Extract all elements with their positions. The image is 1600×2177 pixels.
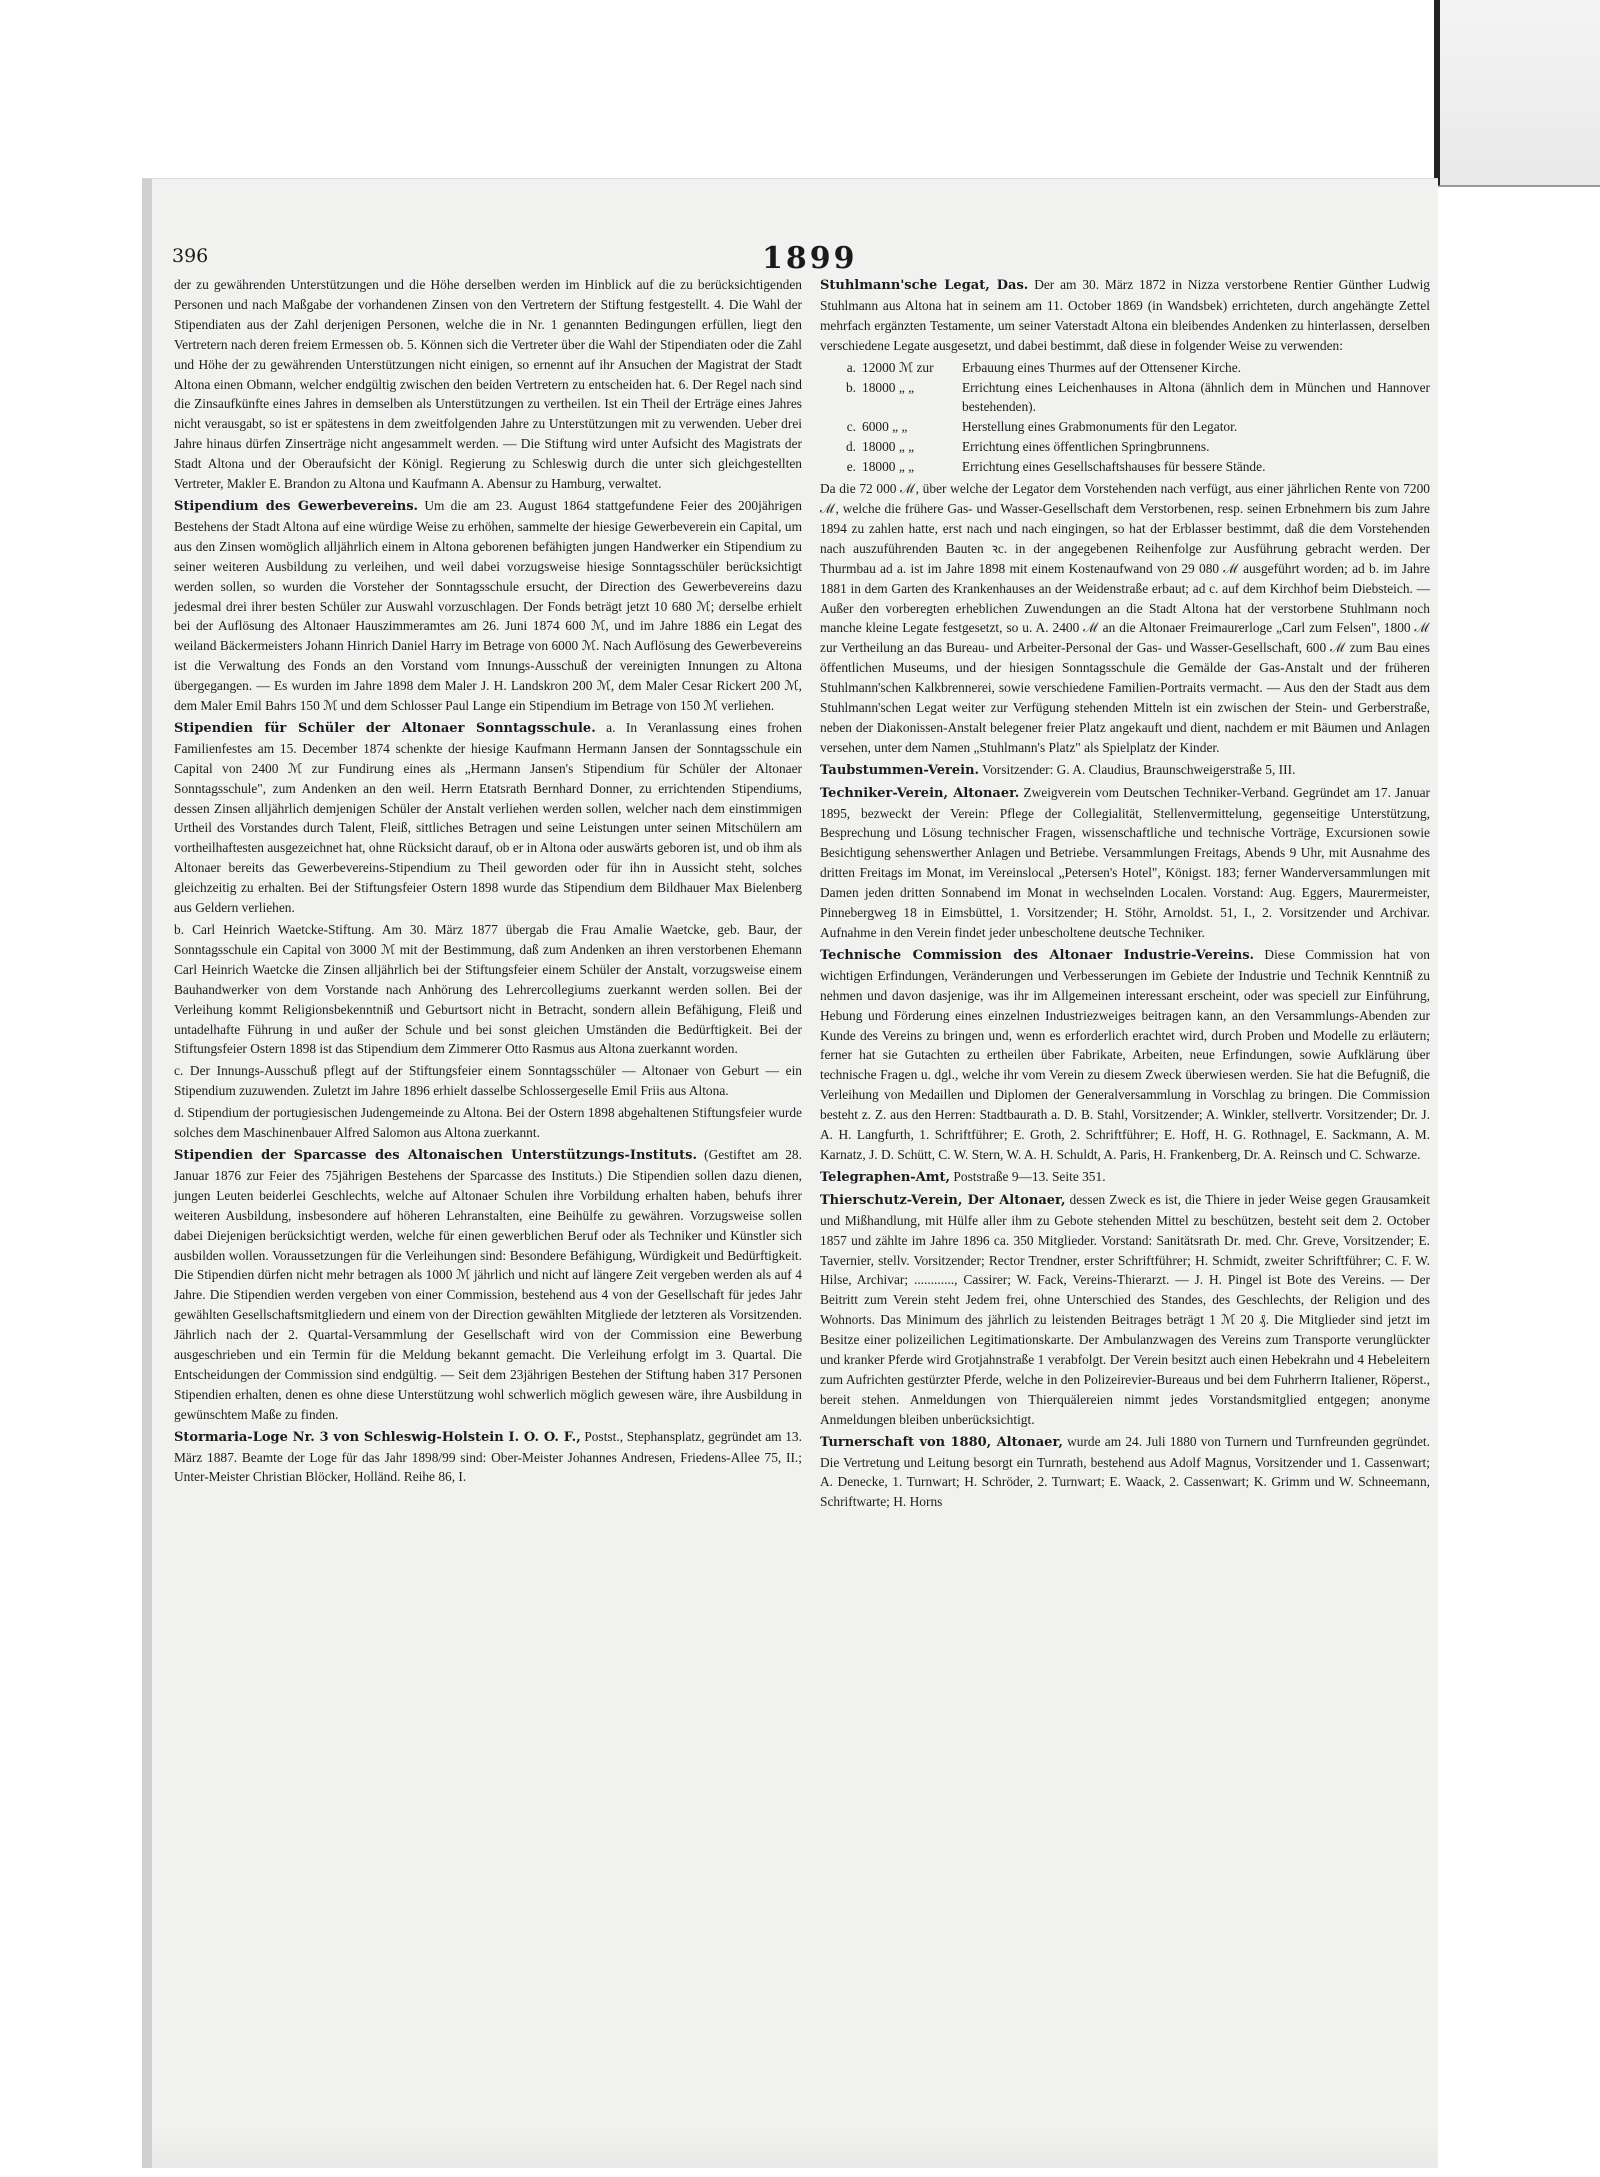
entry-text: Um die am 23. August 1864 stattgefundene Feier des 200jährigen Bestehens der Stadt Altona auf eine würdige Weise zu erhöhen, sammelte der hiesige Gewerbeverein ein Capital, um aus den Zinsen womöglich alljährlich einem in Altona geborenen befähigten jungen Handwerker ein Stipendium zu seiner weiteren Ausbildung zu verleihen, und weil dabei vorzugsweise hiesige Sonntagsschüler berücksichtigt werden sollen, so wurden die Vorsteher der Sonntagsschule ersucht, der Direction des Gewerbevereins dazu jedesmal drei ihrer besten Schüler zur Auswahl vorzuschlagen. Der Fonds beträgt jetzt 10 680 ℳ; derselbe erhielt bei der Auflösung des Altonaer Hauszimmeramtes am 26. Juni 1874 600 ℳ, und im Jahre 1886 ein Legat des weiland Bäckermeisters Johann Hinrich Daniel Harry im Betrage von 6000 ℳ. Nach Auflösung des Gewerbevereins ist die Verwaltung des Fonds an den Vorstand vom Innungs-Ausschuß der vereinigten Innungen zu Altona übergegangen. — Es wurden im Jahre 1898 dem Maler J. H. Landskron 200 ℳ, dem Maler Cesar Rickert 200 ℳ, dem Maler Emil Bahrs 150 ℳ und dem Schlosser Paul Lange ein Stipendium im Betrage von 150 ℳ verliehen. bbox=[174, 497, 802, 714]
entry-title: Taubstummen-Verein. bbox=[820, 762, 980, 778]
left-column bbox=[174, 275, 802, 1489]
paragraph-stiftung-continued: der zu gewährenden Unterstützungen und die Höhe derselben werden im Hinblick auf die zu berücksichtigenden Personen und nach Maßgabe der vorhandenen Zinsen von den Vertretern der Stiftung festgestellt. 4. Die Wahl der Stipendiaten aus der Zahl derjenigen Personen, welche die in Nr. 1 genannten Bedingungen erfüllen, liegt den Vertretern nach deren freiem Ermessen ob. 5. Können sich die Vertreter über die Wahl der Stipendiaten oder die Zahl und Höhe der zu gewährenden Unterstützungen nicht einigen, so ernennt auf ihr Ansuchen der Magistrat der Stadt Altona einen Obmann, welcher endgültig zwischen den beiden Vertretern zu entscheiden hat. 6. Der Regel nach sind die Zinsaufkünfte eines Jahres in demselben als Unterstützungen zu vertheilen. Ist ein Theil der Erträge eines Jahres nicht verausgabt, so ist er spätestens in dem zweitfolgenden Jahre zu Unterstützungen mit zu verwenden. Ueber drei Jahre hinaus dürfen Zinserträge nicht angesammelt werden. — Die Stiftung wird unter Aufsicht des Magistrats der Stadt Altona und der Oberaufsicht der Königl. Regierung zu Schleswig durch die unter sich gleichgestellten Vertreter, Makler E. Brandon zu Altona und Kaufmann A. Abensur zu Hamburg, verwaltet. bbox=[174, 277, 802, 492]
legacy-text: Errichtung eines öffentlichen Springbrunnens. bbox=[962, 439, 1210, 455]
entry-title: Technische Commission des Altonaer Industrie-Vereins. bbox=[820, 947, 1255, 963]
entry-waetcke: b. Carl Heinrich Waetcke-Stiftung. Am 30. März 1877 übergab die Frau Amalie Waetcke, geb. Baur, der Sonntagsschule ein Capital von 3000 ℳ mit der Bestimmung, daß zum Andenken an ihren verstorbenen Ehemann Carl Heinrich Waetcke die Zinsen alljährlich bei der Stiftungsfeier einem Schüler der Anstalt, vorzugsweise einem Bauhandwerker von dem Vorstande nach Anhörung des Lehrercollegiums zuerkannt werden sollen. Bei der Verleihung kommt Religionsbekenntniß und Geburtsort nicht in Betracht, sondern allein Befähigung, Fleiß und untadelhafte Führung in und außer der Schule und bei sonst gleichen Umständen die Bedürftigkeit. Bei der Stiftungsfeier Ostern 1898 ist das Stipendium dem Zimmerer Otto Rasmus aus Altona zuerkannt worden. bbox=[174, 922, 802, 1057]
legacy-list bbox=[820, 358, 1430, 477]
entry-sonntagsschule bbox=[174, 718, 802, 918]
entry-title: Turnerschaft von 1880, Altonaer, bbox=[820, 1434, 1063, 1450]
entry-judengemeinde: d. Stipendium der portugiesischen Judengemeinde zu Altona. Bei der Ostern 1898 abgehaltenen Stiftungsfeier wurde solches dem Maschinenbauer Alfred Salomon aus Altona zuerkannt. bbox=[174, 1105, 802, 1141]
entry-title: Thierschutz-Verein, Der Altonaer, bbox=[820, 1192, 1066, 1208]
entry-stuhlmann bbox=[820, 275, 1430, 356]
book-page bbox=[142, 178, 1438, 2168]
entry-text: a. In Veranlassung eines frohen Familienfestes am 15. December 1874 schenkte der hiesige Kaufmann Hermann Jansen der Sonntagsschule ein Capital von 2400 ℳ zur Fundirung eines als „Hermann Jansen's Stipendium für Schüler der Altonaer Sonntagsschule", zum Andenken an den weil. Herrn Etatsrath Bernhard Donner, zu errichtenden Stipendiums, dessen Zinsen alljährlich demjenigen Schüler der Anstalt verliehen werden sollen, welcher nach dem einstimmigen Urtheil des Vorstandes durch Talent, Fleiß, sittliches Betragen und seine Leistungen unter seinen Mitschülern am vortheilhaftesten ausgezeichnet hat, ohne Rücksicht darauf, ob er in Altona oder auswärts geboren ist, und ob ihm als Altonaer bereits das Gewerbevereins-Stipendium zu Theil geworden oder für ihn in Aussicht steht, solches gleichzeitig zu erhalten. Bei der Stiftungsfeier Ostern 1898 wurde das Stipendium dem Bildhauer Max Bielenberg aus Geldern verliehen. bbox=[174, 719, 802, 916]
legacy-key: c. bbox=[846, 419, 856, 435]
entry-thierschutz bbox=[820, 1190, 1430, 1430]
legacy-key: e. bbox=[846, 459, 856, 475]
entry-text: Vorsitzender: G. A. Claudius, Braunschweigerstraße 5, III. bbox=[982, 761, 1296, 777]
page-bottom-shade bbox=[152, 2128, 1438, 2168]
entry-sparcasse bbox=[174, 1145, 802, 1425]
legacy-amount: 6000 „ „ bbox=[862, 419, 908, 435]
entry-title: Stipendium des Gewerbevereins. bbox=[174, 498, 419, 514]
entry-text: Postst., Stephansplatz, gegründet am 13. März 1887. Beamte der Loge für das Jahr 1898/99 sind: Ober-Meister Johannes Andresen, Friedens-Allee 75, II.; Unter-Meister Christian Blöcker, Holländ. Reihe 86, I. bbox=[174, 1428, 802, 1485]
entry-text: (Gestiftet am 28. Januar 1876 zur Feier des 75jährigen Bestehens der Sparcasse des Instituts.) Die Stipendien sollen dazu dienen, jungen Leuten beiderlei Geschlechts, welche auf Altonaer Schulen ihre Vorbildung erhalten haben, behufs ihrer weiteren Ausbildung, insbesondere auf höheren Lehranstalten, eine Beihülfe zu gewähren. Vorzugsweise sollen dabei Diejenigen berücksichtigt werden, welche für einen gewerblichen Beruf oder als Techniker und Künstler sich ausbilden wollen. Voraussetzungen für die Verleihungen sind: Besondere Befähigung, Würdigkeit und Bedürftigkeit. Die Stipendien dürfen nicht mehr betragen als 1000 ℳ jährlich und nicht auf längere Zeit vergeben werden als auf 4 Jahre. Die Stipendien werden vergeben von einer Commission, bestehend aus 4 von der Gesellschaft für jedes Jahr gewählten Gesellschaftsmitgliedern und einem von der Direction gewählten Mitgliede der letzteren als Vorsitzenden. Jährlich nach der 2. Quartal-Versammlung der Gesellschaft wird von der Commission eine Bewerbung ausgeschrieben und ein Termin für die Meldung bekannt gemacht. Die Verleihung erfolgt im 3. Quartal. Die Entscheidungen der Commission sind endgültig. — Seit dem 23jährigen Bestehen der Stiftung haben 317 Personen Stipendien erhalten, denen es ohne diese Unterstützung wohl schwerlich möglich gewesen wäre, ihre Ausbildung in gewünschtem Maße zu finden. bbox=[174, 1146, 802, 1422]
entry-techniker bbox=[820, 783, 1430, 943]
legacy-text: Errichtung eines Leichenhauses in Altona (ähnlich dem in München und Hannover bestehenden). bbox=[962, 379, 1430, 415]
entry-title: Techniker-Verein, Altonaer. bbox=[820, 785, 1020, 801]
entry-text: dessen Zweck es ist, die Thiere in jeder Weise gegen Grausamkeit und Mißhandlung, mit Hülfe aller ihm zu Gebote stehenden Mittel zu beschützen, besteht seit dem 2. October 1857 und zählte im Jahre 1896 ca. 350 Mitglieder. Vorstand: Sanitätsrath Dr. med. Chr. Greve, Vorsitzender; E. Tavernier, stellv. Vorsitzender; Rector Trendner, erster Schriftführer; H. Schmidt, zweiter Schriftführer; C. F. W. Hilse, Archivar; ............, Cassirer; W. Fack, Vereins-Thierarzt. — J. H. Pingel ist Bote des Vereins. — Der Beitritt zum Verein steht Jedem frei, ohne Unterschied des Standes, des Geschlechts, der Religion und des Wohnorts. Das Minimum des jährlich zu leistenden Beitrages beträgt 1 ℳ 20 ₰. Die Mitglieder sind jetzt im Besitze einer polizeilichen Legitimationskarte. Der Ambulanzwagen des Vereins zum Transporte verunglückter und kranker Pferde wird Grotjahnstraße 1 verabfolgt. Der Verein besitzt auch einen Hebekrahn und 4 Hebeleitern zum Aufrichten gestürzter Pferde, welche in den Polizeirevier-Bureaus und bei dem Fuhrherrn Italiener, Röperst., bereit stehen. Anmeldungen von Thierquälereien nimmt jedes Vorstandsmitglied entgegen; anonyme Anmeldungen bleiben unberücksichtigt. bbox=[820, 1191, 1430, 1427]
entry-text: Diese Commission hat von wichtigen Erfindungen, Veränderungen und Verbesserungen im Gebiete der Industrie und Technik Kenntniß zu nehmen und davon dasjenige, was ihr im Allgemeinen interessant erscheint, oder was speciell zur Einführung, Hebung und Förderung eines einzelnen Industriezweiges beitragen kann, an den Versammlungs-Abenden zur Kunde des Vereins zu bringen und, wenn es erforderlich erachtet wird, durch Proben und Modelle zu erläutern; ferner hat sie Gutachten zu ertheilen über Fabrikate, Arbeiten, neue Erfindungen, sowie Aufklärung über technische Fragen u. dgl., welche ihr vom Verein zu diesem Zweck überwiesen werden. Sie hat die Befugniß, die Verleihung von Medaillen und Diplomen der Generalversammlung in Vorschlag zu bringen. Die Commission besteht z. Z. aus den Herren: Stadtbaurath a. D. B. Stahl, Vorsitzender; A. Winkler, stellvertr. Vorsitzender; Dr. J. A. H. Langfurth, 1. Schriftführer; E. Groth, 2. Schriftführer; E. Hoff, H. G. Rothnagel, E. Sackmann, A. M. Karnatz, J. D. Schütt, C. W. Stern, W. A. H. Schuldt, A. Paris, H. Frankenberg, Dr. A. Reinsch und C. Schwarze. bbox=[820, 946, 1430, 1162]
legacy-text: Errichtung eines Gesellschaftshauses für bessere Stände. bbox=[962, 459, 1266, 475]
entry-stuhlmann-continued: Da die 72 000 ℳ, über welche der Legator dem Vorstehenden nach verfügt, aus einer jährlichen Rente von 7200 ℳ, welche die frühere Gas- und Wasser-Gesellschaft dem Verstorbenen, resp. seinen Erbnehmern bis zum Jahre 1894 zu zahlen hatte, erst nach und nach eingingen, so hat der Erblasser bestimmt, daß die dem Vorstehenden nach auszuführenden Bauten ꝛc. in der angegebenen Reihenfolge zur Ausführung gebracht werden. Der Thurmbau ad a. ist im Jahre 1898 mit einem Kostenaufwand von 29 080 ℳ ausgeführt worden; ad b. im Jahre 1881 in dem Garten des Krankenhauses an der Weidenstraße erbaut; ad c. auf dem Kirchhof beim Diebsteich. — Außer den vorberegten erheblichen Zuwendungen an die Stadt Altona hat der verstorbene Stuhlmann noch manche kleine Legate festgesetzt, so u. A. 2400 ℳ an die Altonaer Freimaurerloge „Carl zum Felsen", 1800 ℳ zur Vertheilung an das Bureau- und Arbeiter-Personal der Gas- und Wasser-Gesellschaft, 600 ℳ zum Bau eines öffentlichen Museums, und der hiesigen Sonntagsschule die Gemälde der Gas-Anstalt und der früheren Stuhlmann'schen Kalkbrennerei, sowie verschiedene Familien-Portraits vermacht. — Aus den der Stadt aus dem Stuhlmann'schen Legat weiter zur Verfügung stehenden Mitteln ist ein zwischen der Stein- und Gerberstraße, neben der Diakonissen-Anstalt belegener freier Platz angekauft und dient, nachdem er mit Bäumen und Anlagen versehen, unter dem Namen „Stuhlmann's Platz" als Spielplatz der Kinder. bbox=[820, 481, 1430, 755]
legacy-text: Herstellung eines Grabmonuments für den Legator. bbox=[962, 419, 1238, 435]
entry-text: Zweigverein vom Deutschen Techniker-Verband. Gegründet am 17. Januar 1895, bezweckt der Verein: Pflege der Collegialität, Stellenvermittelung, gegenseitige Unterstützung, Besprechung und Lösung technischer Fragen, wissenschaftliche und technische Vorträge, Excursionen sowie Besichtigung sehenswerther Anlagen und Betriebe. Versammlungen Freitags, Abends 9 Uhr, mit Ausnahme des dritten Freitags im Monat, im Vereinslocal „Petersen's Hotel", Königst. 183; ferner Wanderversammlungen mit Damen jeden dritten Sonnabend im Monat in wechselnden Localen. Vorstand: Aug. Eggers, Maurermeister, Pinnebergweg 18 in Eimsbüttel, 1. Vorsitzender; H. Stöhr, Arnoldst. 51, I., 2. Vorsitzender und Archivar. Aufnahme in den Verein findet jeder unbescholtene deutsche Techniker. bbox=[820, 784, 1430, 940]
page-corner-fold bbox=[1434, 0, 1600, 187]
scan-background bbox=[0, 0, 1600, 178]
legacy-amount: 12000 ℳ zur bbox=[862, 359, 934, 375]
legacy-item bbox=[820, 358, 1430, 378]
entry-technische-commission bbox=[820, 945, 1430, 1165]
legacy-item bbox=[820, 437, 1430, 457]
entry-text: Der am 30. März 1872 in Nizza verstorbene Rentier Günther Ludwig Stuhlmann aus Altona hat in seinem am 11. October 1869 (in Wandsbek) errichteten, durch angehängte Zettel mehrfach ergänzten Testamente, um seiner Vaterstadt Altona ein bleibendes Andenken zu hinterlassen, derselben verschiedene Legate ausgesetzt, und dabei bestimmt, daß diese in folgender Weise zu verwenden: bbox=[820, 277, 1430, 353]
legacy-amount: 18000 „ „ bbox=[862, 439, 915, 455]
legacy-key: b. bbox=[845, 379, 856, 395]
entry-taubstummen bbox=[820, 760, 1430, 781]
entry-innungs-ausschuss: c. Der Innungs-Ausschuß pflegt auf der Stiftungsfeier einem Sonntagsschüler — Altonaer von Geburt — ein Stipendium zuzuwenden. Zuletzt im Jahre 1896 erhielt dasselbe Schlossergeselle Emil Friis aus Altona. bbox=[174, 1063, 802, 1099]
legacy-item bbox=[820, 457, 1430, 477]
entry-stormaria-loge bbox=[174, 1427, 802, 1488]
entry-title: Stormaria-Loge Nr. 3 von Schleswig-Holstein I. O. O. F., bbox=[174, 1429, 581, 1445]
legacy-item bbox=[820, 417, 1430, 437]
legacy-amount: 18000 „ „ bbox=[862, 459, 915, 475]
entry-text: Poststraße 9—13. Seite 351. bbox=[953, 1168, 1106, 1184]
entry-title: Telegraphen-Amt, bbox=[820, 1169, 951, 1185]
legacy-amount: 18000 „ „ bbox=[862, 379, 915, 395]
legacy-key: a. bbox=[846, 359, 856, 375]
right-column bbox=[820, 275, 1430, 1514]
entry-gewerbeverein bbox=[174, 496, 802, 716]
entry-title: Stipendien der Sparcasse des Altonaischen Unterstützungs-Instituts. bbox=[174, 1147, 697, 1163]
entry-title: Stuhlmann'sche Legat, Das. bbox=[820, 278, 1029, 293]
legacy-item bbox=[820, 378, 1430, 418]
legacy-text: Erbauung eines Thurmes auf der Ottensener Kirche. bbox=[962, 359, 1241, 375]
entry-turnerschaft bbox=[820, 1432, 1430, 1513]
entry-text: wurde am 24. Juli 1880 von Turnern und Turnfreunden gegründet. Die Vertretung und Leitung besorgt ein Turnrath, bestehend aus Adolf Magnus, Vorsitzender und 1. Cassenwart; A. Denecke, 1. Turnwart; H. Schröder, 2. Turnwart; E. Waack, 2. Cassenwart; K. Grimm und W. Schneemann, Schriftwarte; H. Horns bbox=[820, 1433, 1431, 1510]
entry-title: Stipendien für Schüler der Altonaer Sonntagsschule. bbox=[174, 720, 596, 736]
page-number: 396 bbox=[172, 245, 209, 267]
entry-telegraphen-amt bbox=[820, 1167, 1430, 1188]
legacy-key: d. bbox=[845, 439, 856, 455]
page-year: 1899 bbox=[762, 241, 858, 276]
